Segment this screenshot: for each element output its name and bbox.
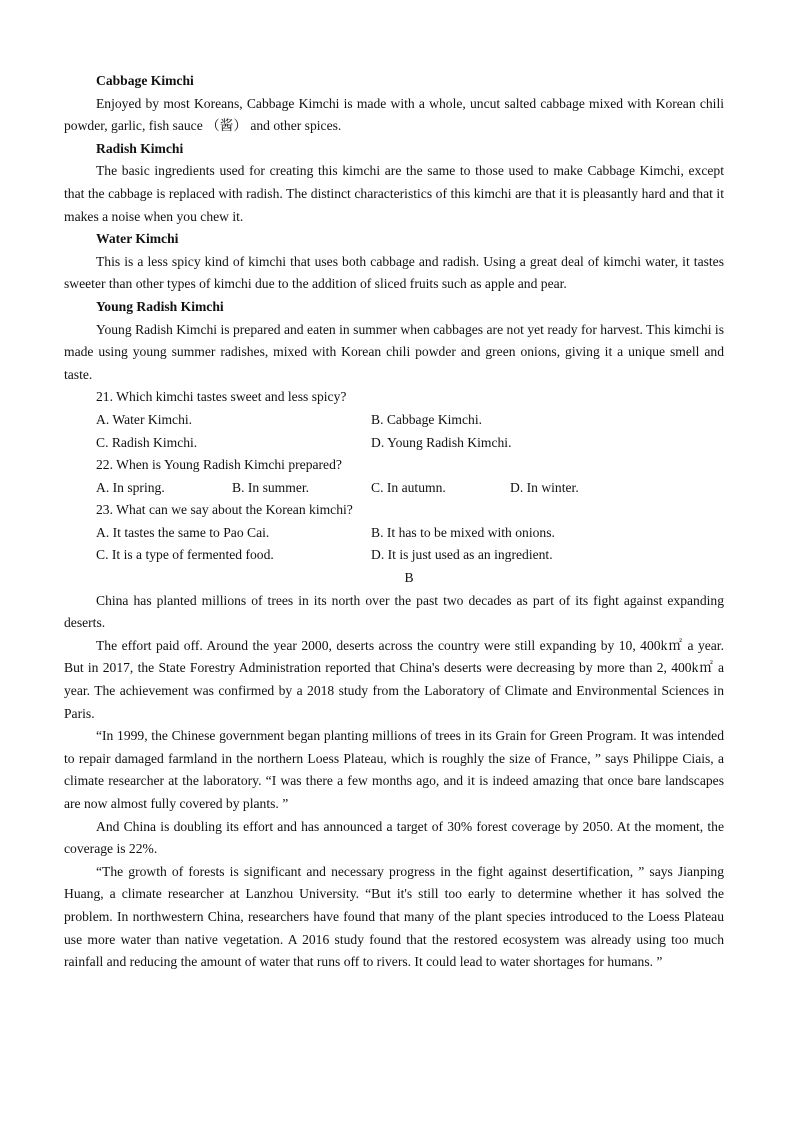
section-b-paragraph-4: And China is doubling its effort and has announced a target of 30% forest coverage by 2050. At the moment, the coverage is 22%. [64, 818, 724, 857]
question-21-option-c: C. Radish Kimchi. [96, 434, 198, 450]
question-21-stem: 21. Which kimchi tastes sweet and less spicy? [96, 389, 347, 405]
document-page [64, 70, 724, 974]
question-23-option-b: B. It has to be mixed with onions. [371, 524, 555, 540]
question-23-option-a: A. It tastes the same to Pao Cai. [96, 524, 270, 540]
question-23-option-c: C. It is a type of fermented food. [96, 547, 274, 563]
question-23-stem: 23. What can we say about the Korean kimchi? [96, 502, 353, 518]
section-b-paragraph-3: “In 1999, the Chinese government began planting millions of trees in its Grain for Green Program. It was intended to repair damaged farmland in the northern Loess Plateau, which is roughly the size of France, ” says Philippe Ciais, a climate researcher at the laboratory. “I was there a few months ago, and it is indeed amazing that once bare landscapes are now almost fully covered by plants. ” [64, 728, 724, 811]
section-b-letter: B [404, 570, 414, 586]
kimchi-text-radish: The basic ingredients used for creating this kimchi are the same to those used to make Cabbage Kimchi, except that the cabbage is replaced with radish. The distinct characteristics of this kimchi are that it is pleasantly hard and that it makes a noise when you chew it. [64, 163, 724, 224]
section-b-paragraph-2: The effort paid off. Around the year 2000, deserts across the country were still expanding by 10, 400k㎡ a year. But in 2017, the State Forestry Administration reported that China's deserts were decreasing by more than 2, 400k㎡ a year. The achievement was confirmed by a 2018 study from the Laboratory of Climate and Environmental Sciences in Paris. [64, 637, 724, 721]
question-22-stem: 22. When is Young Radish Kimchi prepared? [96, 457, 342, 473]
question-22-options [64, 477, 724, 500]
question-22-option-b: B. In summer. [232, 479, 310, 495]
kimchi-text-water: This is a less spicy kind of kimchi that uses both cabbage and radish. Using a great deal of kimchi water, it tastes sweeter than other types of kimchi due to the addition of sliced fruits such as apple and pear. [64, 253, 724, 292]
section-b-paragraph-1: China has planted millions of trees in its north over the past two decades as part of its fight against expanding deserts. [64, 592, 724, 631]
question-21-option-d: D. Young Radish Kimchi. [371, 434, 512, 450]
kimchi-title-young-radish: Young Radish Kimchi [96, 298, 224, 314]
question-22-option-c: C. In autumn. [371, 479, 446, 495]
kimchi-title-cabbage: Cabbage Kimchi [96, 73, 194, 88]
question-21-options [64, 409, 724, 454]
section-b-paragraph-5: “The growth of forests is significant and necessary progress in the fight against desertification, ” says Jianping Huang, a climate researcher at Lanzhou University. “But it's still too early to determine whether it has solved the problem. In northwestern China, researchers have found that many of the plant species introduced to the Loess Plateau use more water than native vegetation. A 2016 study found that the restored ecosystem was already using too much rainfall and reducing the amount of water that runs off to rivers. It could lead to water shortages for humans. ” [64, 863, 724, 970]
kimchi-text-young-radish: Young Radish Kimchi is prepared and eaten in summer when cabbages are not yet ready for harvest. This kimchi is made using young summer radishes, mixed with Korean chili powder and green onions, giving it a unique smell and taste. [64, 321, 724, 382]
question-22-option-a: A. In spring. [96, 479, 165, 495]
question-23-options [64, 522, 724, 567]
question-23-option-d: D. It is just used as an ingredient. [371, 547, 553, 563]
kimchi-title-radish: Radish Kimchi [96, 140, 184, 156]
question-21-option-b: B. Cabbage Kimchi. [371, 411, 482, 427]
kimchi-text-cabbage: Enjoyed by most Koreans, Cabbage Kimchi is made with a whole, uncut salted cabbage mixed with Korean chili powder, garlic, fish sauce （酱） and other spices. [64, 95, 724, 134]
question-22-option-d: D. In winter. [510, 479, 579, 495]
question-21-option-a: A. Water Kimchi. [96, 411, 193, 427]
kimchi-title-water: Water Kimchi [96, 231, 179, 247]
